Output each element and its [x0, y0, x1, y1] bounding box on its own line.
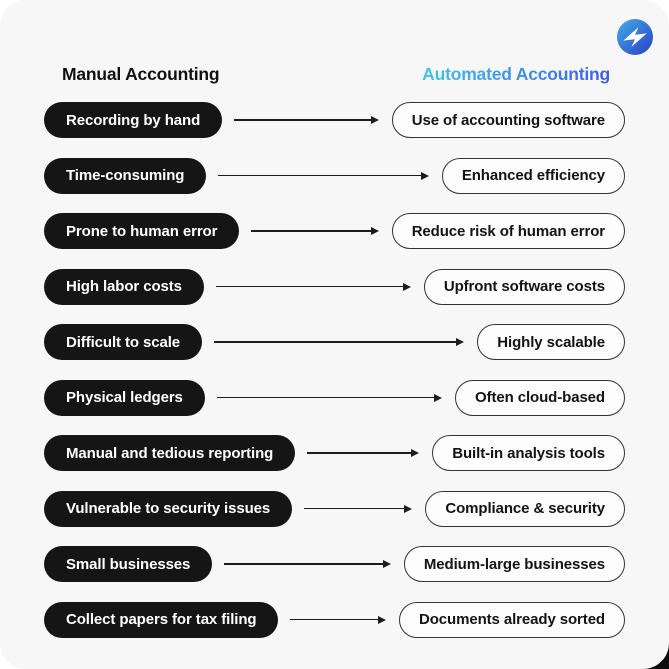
arrow-line: [307, 452, 411, 454]
header: [44, 63, 625, 85]
comparison-row: [44, 102, 625, 138]
arrow-line: [304, 508, 404, 510]
arrow-line: [290, 619, 378, 621]
arrow: [216, 283, 411, 291]
arrow-head-icon: [371, 227, 379, 235]
comparison-row: [44, 324, 625, 360]
arrow: [218, 172, 429, 180]
automated-pill: Use of accounting software: [392, 102, 625, 138]
arrow: [290, 616, 386, 624]
comparison-row: [44, 491, 625, 527]
manual-pill: High labor costs: [44, 269, 204, 305]
comparison-row: [44, 158, 625, 194]
automated-pill: Upfront software costs: [424, 269, 625, 305]
comparison-row: [44, 269, 625, 305]
manual-pill: Physical ledgers: [44, 380, 205, 416]
arrow-head-icon: [383, 560, 391, 568]
automated-pill: Reduce risk of human error: [392, 213, 625, 249]
arrow-head-icon: [378, 616, 386, 624]
arrow-line: [224, 563, 383, 565]
automated-pill: Medium-large businesses: [404, 546, 625, 582]
arrow: [217, 394, 442, 402]
automated-pill: Often cloud-based: [455, 380, 625, 416]
arrow: [307, 449, 419, 457]
manual-pill: Collect papers for tax filing: [44, 602, 278, 638]
manual-pill: Time-consuming: [44, 158, 206, 194]
manual-pill: Vulnerable to security issues: [44, 491, 292, 527]
arrow-head-icon: [403, 283, 411, 291]
lightning-logo-icon: [617, 19, 653, 55]
comparison-row: [44, 546, 625, 582]
comparison-row: [44, 602, 625, 638]
arrow-line: [217, 397, 434, 399]
manual-pill: Difficult to scale: [44, 324, 202, 360]
arrow-head-icon: [371, 116, 379, 124]
arrow-line: [251, 230, 370, 232]
arrow-head-icon: [434, 394, 442, 402]
arrow-head-icon: [456, 338, 464, 346]
arrow-head-icon: [421, 172, 429, 180]
automated-pill: Highly scalable: [477, 324, 625, 360]
automated-accounting-title: Automated Accounting: [422, 63, 610, 84]
arrow-line: [218, 175, 421, 177]
arrow: [234, 116, 379, 124]
arrow: [224, 560, 391, 568]
comparison-row: [44, 213, 625, 249]
automated-pill: Documents already sorted: [399, 602, 625, 638]
arrow: [214, 338, 464, 346]
comparison-row: [44, 380, 625, 416]
automated-pill: Compliance & security: [425, 491, 625, 527]
manual-pill: Recording by hand: [44, 102, 222, 138]
arrow-line: [216, 286, 403, 288]
comparison-rows: [44, 102, 625, 638]
comparison-row: [44, 435, 625, 471]
arrow: [304, 505, 412, 513]
manual-pill: Manual and tedious reporting: [44, 435, 295, 471]
arrow-line: [214, 341, 456, 343]
arrow-head-icon: [411, 449, 419, 457]
manual-pill: Small businesses: [44, 546, 212, 582]
arrow-head-icon: [404, 505, 412, 513]
manual-pill: Prone to human error: [44, 213, 239, 249]
automated-pill: Built-in analysis tools: [432, 435, 625, 471]
arrow-line: [234, 119, 371, 121]
automated-pill: Enhanced efficiency: [442, 158, 625, 194]
manual-accounting-title: Manual Accounting: [62, 63, 220, 84]
arrow: [251, 227, 378, 235]
